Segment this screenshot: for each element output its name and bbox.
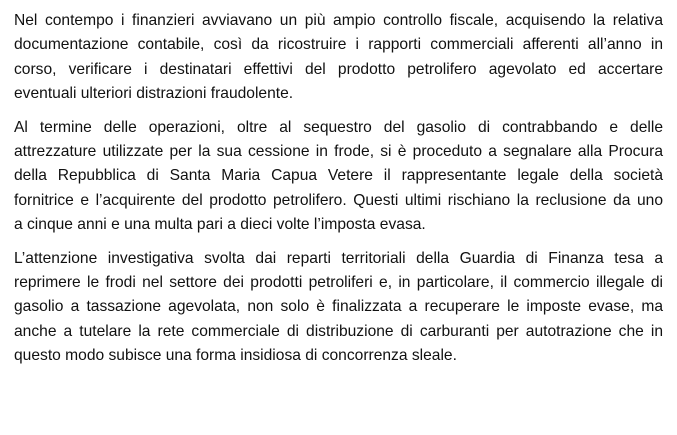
text-line: della Repubblica di Santa Maria Capua Vetere il rappresentante legale della società: [14, 167, 663, 185]
text-line: Nel contempo i finanzieri avviavano un più ampio controllo fiscale, acquisendo la relativa: [14, 12, 663, 29]
text-line: reprimere le frodi nel settore dei prodotti petroliferi e, in particolare, il commercio illegale di: [14, 273, 663, 291]
paragraph-3: [14, 247, 663, 368]
text-line: attrezzature utilizzate per la sua cessione in frode, si è proceduto a segnalare alla Procura: [14, 142, 663, 160]
text-line: Al termine delle operazioni, oltre al sequestro del gasolio di contrabbando e delle: [14, 118, 663, 136]
text-line: fornitrice e l’acquirente del prodotto petrolifero. Questi ultimi rischiano la reclusione da uno: [14, 191, 663, 209]
text-line: gasolio a tassazione agevolata, non solo è finalizzata a recuperare le imposte evase, ma: [14, 298, 663, 316]
text-line: eventuali ulteriori distrazioni fraudolente.: [14, 84, 294, 102]
paragraph-2: [14, 116, 663, 237]
paragraph-1: [14, 9, 663, 106]
text-line: L’attenzione investigativa svolta dai reparti territoriali della Guardia di Finanza tesa a: [14, 249, 663, 267]
text-line: corso, verificare i destinatari effettivi del prodotto petrolifero agevolato ed accertare: [14, 60, 663, 78]
text-line: anche a tutelare la rete commerciale di distribuzione di carburanti per autotrazione che in: [14, 322, 663, 340]
text-line: a cinque anni e una multa pari a dieci volte l’imposta evasa.: [14, 215, 426, 233]
text-line: questo modo subisce una forma insidiosa di concorrenza sleale.: [14, 346, 457, 364]
text-line: documentazione contabile, così da ricostruire i rapporti commerciali afferenti all’anno in: [14, 36, 663, 54]
